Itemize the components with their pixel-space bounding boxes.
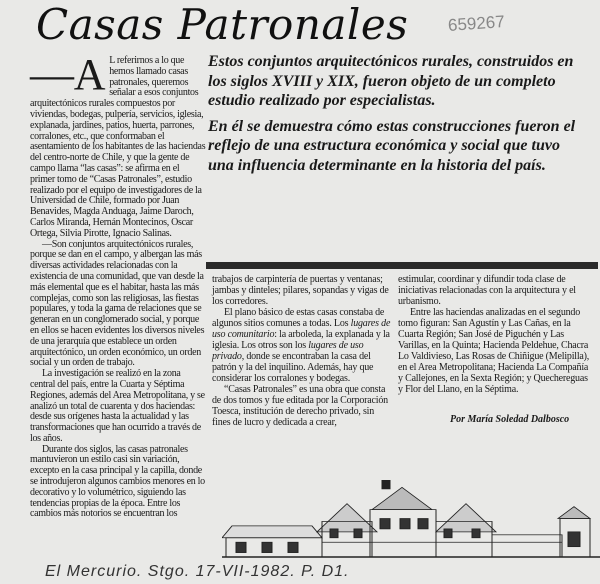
paragraph: El plano básico de estas casas constaba de algunos sitios comunes a todas. Los lugares de uso comunitario: la arboleda, la explanada y la iglesia. Los otros son los lugares de uso privado, donde se encontraban la casa del patrón y la del inquilino. Además, hay que considerar los corralones y bodegas. bbox=[212, 307, 391, 384]
lead-text bbox=[208, 52, 580, 181]
paragraph: estimular, coordinar y difundir toda clase de iniciativas relacionadas con la arquitectura y el urbanismo. bbox=[398, 274, 576, 307]
lead-paragraph: En él se demuestra cómo estas construcciones fueron el reflejo de una estructura económica y social que tuvo una influencia determinante en la historia del país. bbox=[208, 117, 576, 174]
building-illustration bbox=[222, 480, 600, 560]
paragraph: L referirnos a lo que hemos llamado casas patronales, queremos señalar a esos conjuntos arquitectónicos rurales compuestos por viviendas, bodegas, pulpería, servicios, iglesia, explanada, jardines, patios, huerta, parrones, corralones, etc., que conformaban el asentamiento de los habitantes de las haciendas del centro-norte de Chile, y que la gente de campo llama “las casas”: se afirma en el primer tomo de “Casas Patronales”, estudio realizado por el equipo de investigadores de la Universidad de Chile, formado por Juan Benavides, Magda Anduaga, Jaime Daroch, Carlos Miranda, Hernán Montecinos, Oscar Ortega, Silvia Pirotte, Ignacio Salinas. bbox=[30, 55, 206, 239]
page-title: Casas Patronales bbox=[36, 0, 409, 49]
paragraph: La investigación se realizó en la zona central del país, entre la Cuarta y Séptima Regiones, además del Area Metropolitana, y se analizó un total de cuarenta y dos haciendas: desde sus orígenes hasta la actualidad y las transformaciones que han ocurrido a través de los años. bbox=[30, 368, 205, 444]
archive-number: 659267 bbox=[447, 12, 506, 35]
left-column bbox=[30, 50, 206, 520]
lead-paragraph: Estos conjuntos arquitectónicos rurales, construidos en los siglos XVIII y XIX, fueron objeto de un completo estudio realizado por especialistas. bbox=[208, 53, 574, 109]
paragraph: trabajos de carpintería de puertas y ventanas; jambas y dinteles; pilares, sopandas y vigas de los corredores. bbox=[212, 274, 389, 307]
divider-rule bbox=[206, 262, 598, 269]
paragraph: Entre las haciendas analizadas en el segundo tomo figuran: San Agustín y Las Cañas, en la Cuarta Región; San José de Piguchén y Las Varillas, en la Quinta; Hacienda Peldehue, Chacra Lo Valdivieso, Las Rosas de Chiñigue (Melipilla), en el Area Metropolitana; Hacienda La Compañía y Callejones, en la Sexta Región; y Quechereguas y Flor del Llano, en la Séptima. bbox=[398, 307, 590, 395]
handwritten-note: El Mercurio. Stgo. 17-VII-1982. P. D1. bbox=[45, 563, 350, 580]
middle-column bbox=[212, 274, 392, 428]
paragraph: “Casas Patronales” es una obra que consta de dos tomos y fue editada por la Corporación Toesca, institución de derecho privado, sin fines de lucro y dedicada a crear, bbox=[212, 384, 388, 428]
paragraph: Durante dos siglos, las casas patronales mantuvieron un estilo casi sin variación, excepto en la casa principal y la capilla, donde se introdujeron algunos cambios menores en lo decorativo y lo volumétrico, siguiendo las tendencias propias de la época. Entre los cambios más notorios se encuentran los bbox=[30, 443, 205, 520]
right-column bbox=[398, 274, 594, 395]
paragraph: —Son conjuntos arquitectónicos rurales, porque se dan en el campo, y albergan las más diversas actividades relacionadas con la existencia de una comunidad, que van desde la más elemental que es el habitar, hasta las más complejas, como son las religiosas, las fiestas populares, y toda la gama de relaciones que se generan en un conglomerado social, y porque en ellos se hacen evidentes los diversos niveles de una jerarquía que establece un orden arquitectónico, un orden económico, un orden social y un orden de trabajo. bbox=[30, 238, 205, 369]
byline: Por María Soledad Dalbosco bbox=[450, 414, 570, 425]
drop-cap: —A bbox=[30, 50, 106, 99]
